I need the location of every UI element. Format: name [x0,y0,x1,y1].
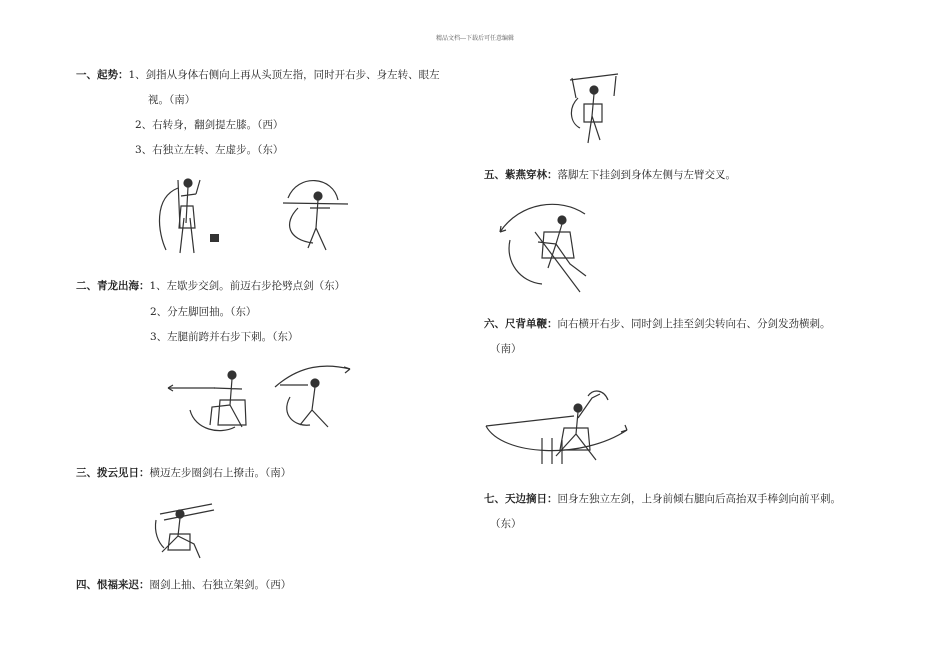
section-3-line [76,466,291,480]
section-2-line-1 [76,279,345,293]
section-1-line-2: 视。（南） [148,94,196,106]
section-3-text: 横迈左步圈剑右上撩击。（南） [149,467,292,479]
page-header: 精品文档---下载后可任意编辑 [435,35,515,42]
section-2-figure [150,355,360,445]
section-2-step-3: 3、左腿前跨并右步下刺。（东） [150,331,299,343]
section-5-text: 落脚左下挂剑到身体左侧与左臂交叉。 [557,169,736,181]
section-4-text: 圈剑上抽、右独立架剑。（西） [149,579,292,591]
section-1-step-2: 2、右转身，翻剑提左膝。（西） [135,119,284,131]
section-1-heading: 一、起势： [76,69,129,81]
section-6-figure [482,368,632,476]
section-5-line [484,168,736,182]
section-2-step-2: 2、分左脚回抽。（东） [150,306,257,318]
section-3-heading: 三、拨云见日： [76,467,150,479]
section-4-figure [558,68,628,148]
section-1-text: 1、剑指从身体右侧向上再从头顶左指，同时开右步、身左转、眼左 [128,69,440,81]
section-7-text: 回身左独立左剑，上身前倾右腿向后高抬双手棒剑向前平刺。 [557,493,841,505]
section-7-heading: 七、天边摘日： [484,493,558,505]
section-2-text: 1、左歇步交剑。前迈右步抡劈点剑（东） [149,280,346,292]
section-5-heading: 五、紫燕穿林： [484,169,558,181]
section-1-step-3: 3、右独立左转、左虚步。（东） [135,144,284,156]
section-1-figure [148,168,378,260]
section-2-heading: 二、青龙出海： [76,280,150,292]
section-4-line [76,578,291,592]
section-4-heading: 四、恨福来迟： [76,579,150,591]
section-6-heading: 六、尺背单鞭： [484,318,558,330]
section-5-figure [490,192,610,302]
section-1-line-1 [76,68,440,82]
section-6-line [484,317,831,331]
section-7-cont: （东） [490,518,522,530]
section-3-figure [150,492,220,564]
section-7-line [484,492,841,506]
section-6-text: 向右横开右步、同时剑上挂至剑尖转向右、分剑发劲横刺。 [557,318,831,330]
section-6-cont: （南） [490,343,522,355]
